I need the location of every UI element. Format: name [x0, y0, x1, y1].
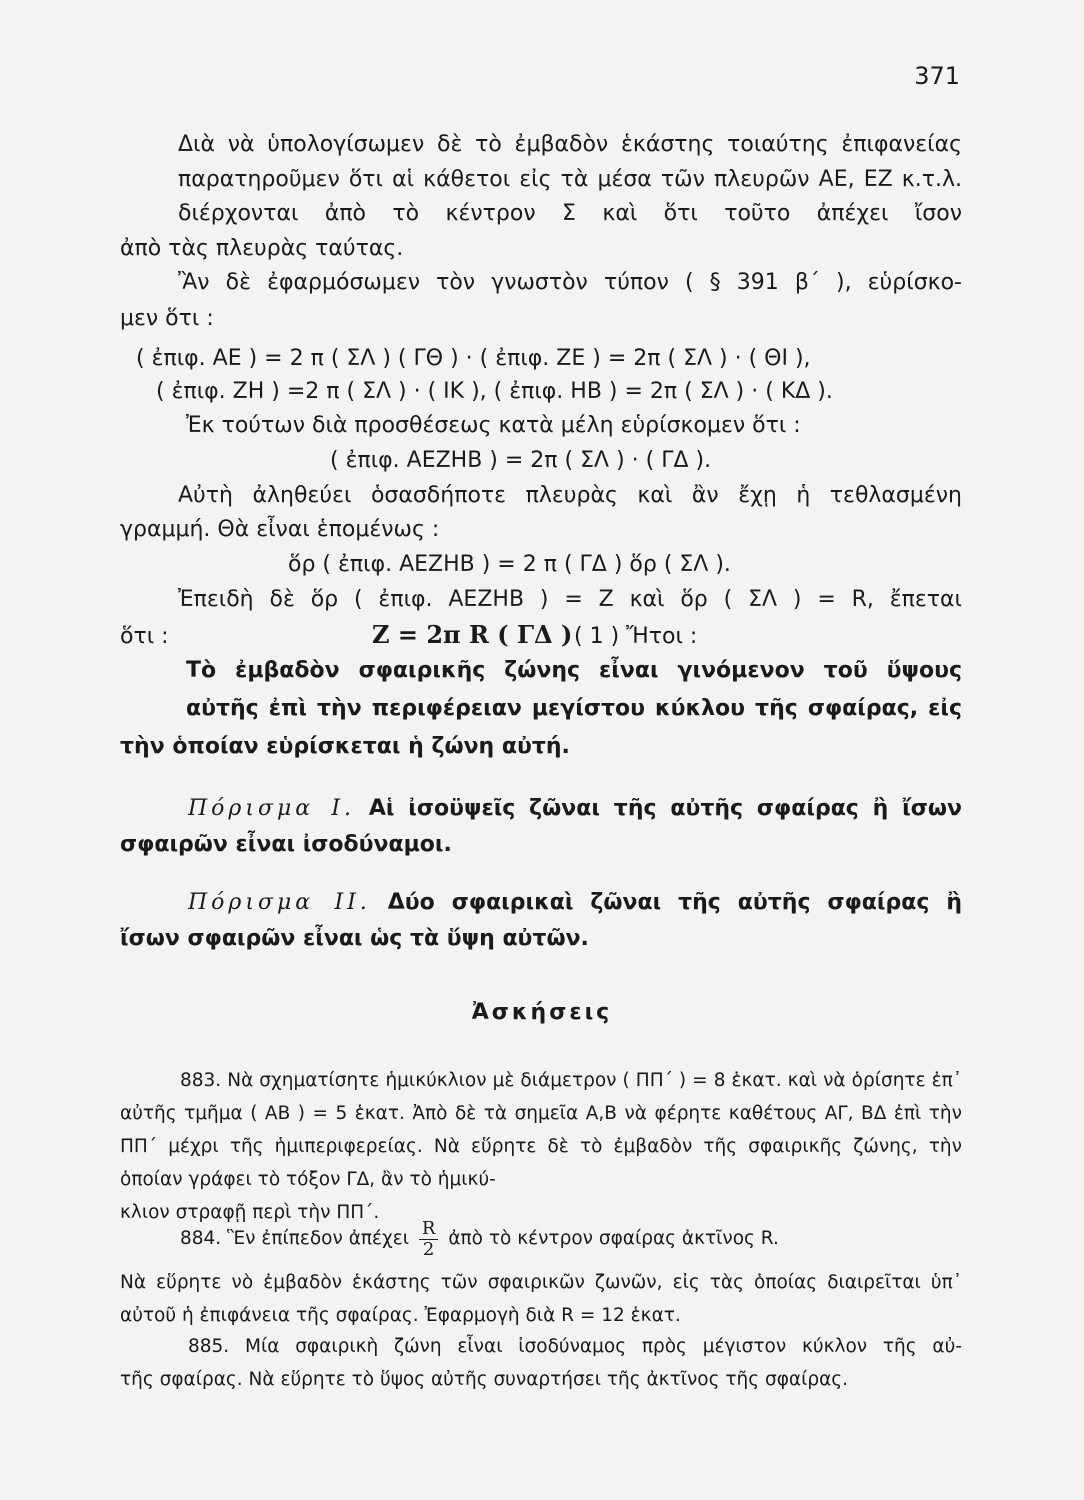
exercise-884-continuation: Νὰ εὕρητε νὸ ἐμβαδὸν ἑκάστης τῶν σφαιρικῶν ζωνῶν, εἰς τὰς ὁποίας διαιρεῖται ὑπ᾿ αὐτοῦ ἡ ἐπιφάνεια τῆς σφαίρας. Ἐφαρμογὴ διὰ R = 12 ἑκατ. [120, 1272, 962, 1326]
theorem-statement: Τὸ ἐμβαδὸν σφαιρικῆς ζώνης εἶναι γινόμενον τοῦ ὕψους αὐτῆς ἐπὶ τὴν περιφέρειαν μεγίστου κύκλου τῆς σφαίρας, εἰς [186, 658, 962, 721]
corollary-1-end: σφαιρῶν εἶναι ἰσοδύναμοι. [120, 832, 452, 857]
exercise-884-statement [180, 1212, 962, 1266]
exercises-heading: Ἀσκήσεις [471, 1000, 613, 1025]
corollary-2-label: Πόρισμα ΙΙ. [188, 890, 371, 915]
corollary-2-end: ἴσων σφαιρῶν εἶναι ὡς τὰ ὕψη αὐτῶν. [120, 926, 589, 951]
formula-number: ( 1 ) Ἤτοι : [574, 624, 698, 649]
equation-sum: ( ἐπιφ. ΑΕΖΗΒ ) = 2π ( ΣΛ ) · ( ΓΔ ). [330, 448, 712, 473]
theorem-statement-end: τὴν ὁποίαν εὑρίσκεται ἡ ζώνη αὐτή. [120, 734, 570, 759]
corollary-1-text: Αἱ ἰσοϋψεῖς ζῶναι τῆς αὐτῆς σφαίρας ἢ ἴσων [368, 796, 962, 821]
page-number: 371 [914, 62, 960, 90]
fraction-numerator: R [419, 1219, 439, 1240]
fraction-denominator: 2 [422, 1238, 435, 1260]
equation-limit: ὅρ ( ἐπιφ. ΑΕΖΗΒ ) = 2 π ( ΓΔ ) ὅρ ( ΣΛ ). [288, 552, 731, 577]
corollary-2-text: Δύο σφαιρικαὶ ζῶναι τῆς αὐτῆς σφαίρας ἢ [387, 890, 962, 915]
exercise-885: 885. Μία σφαιρικὴ ζώνη εἶναι ἰσοδύναμος πρὸς μέγιστον κύκλον τῆς αὐ- [188, 1336, 962, 1357]
corollary-2 [120, 884, 962, 922]
paragraph-area-intro-end: ἀπὸ τὰς πλευρὰς ταύτας. [120, 236, 404, 261]
corollary-1-label: Πόρισμα Ι. [188, 796, 356, 821]
equation-zones-2: ( ἐπιφ. ΖΗ ) =2 π ( ΣΛ ) · ( ΙΚ ), ( ἐπιφ. ΗΒ ) = 2π ( ΣΛ ) · ( ΚΔ ). [156, 379, 833, 404]
exercise-884-start: 884. Ἓν ἐπίπεδον ἀπέχει [180, 1228, 409, 1249]
paragraph-polygonal-line: Αὐτὴ ἀληθεύει ὁσασδήποτε πλευρὰς καὶ ἂν ἔχῃ ἡ τεθλασμένη [178, 483, 962, 508]
exercise-885-end: τῆς σφαίρας. Νὰ εὕρητε τὸ ὕψος αὐτῆς συναρτήσει τῆς ἀκτῖνος τῆς σφαίρας. [120, 1369, 849, 1390]
paragraph-polygonal-line-end: γραμμή. Θὰ εἶναι ἑπομένως : [120, 517, 440, 542]
exercise-883: 883. Νὰ σχηματίσητε ἡμικύκλιον μὲ διάμετρον ( ΠΠ΄ ) = 8 ἑκατ. καὶ νὰ ὁρίσητε ἐπ᾿ αὐτῆς τμῆμα ( ΑΒ ) = 5 ἑκατ. Ἀπὸ δὲ τὰ σημεῖα Α,Β νὰ φέρητε καθέτους ΑΓ, ΒΔ ἐπὶ τὴν ΠΠ΄ μέχρι τῆς ἡμιπεριφερείας. Νὰ εὕρητε δὲ τὸ ἐμβαδὸν τῆς σφαιρικῆς ζώνης, τὴν ὁποίαν γράφει τὸ τόξον ΓΔ, ἂν τὸ ἡμικύ- [120, 1070, 962, 1190]
paragraph-area-intro: Διὰ νὰ ὑπολογίσωμεν δὲ τὸ ἐμβαδὸν ἑκάστης τοιαύτης ἐπιφανείας παρατηροῦμεν ὅτι αἱ κάθετοι εἰς τὰ μέσα τῶν πλευρῶν ΑΕ, ΕΖ κ.τ.λ. διέρχονται ἀπὸ τὸ κέντρον Σ καὶ ὅτι τοῦτο ἀπέχει ἴσον [178, 132, 962, 226]
paragraph-formula-application-end: μεν ὅτι : [120, 306, 214, 331]
paragraph-since: Ἐπειδὴ δὲ ὅρ ( ἐπιφ. ΑΕΖΗΒ ) = Ζ καὶ ὅρ ( ΣΛ ) = R, ἔπεται [178, 587, 962, 612]
main-formula: Ζ = 2π R ( ΓΔ ) [372, 620, 573, 649]
exercise-883-end: κλιον στραφῇ περὶ τὴν ΠΠ΄. [120, 1202, 380, 1223]
corollary-1 [120, 790, 962, 828]
paragraph-formula-application: Ἂν δὲ ἐφαρμόσωμεν τὸν γνωστὸν τύπον ( § 391 β΄ ), εὑρίσκο- [178, 270, 962, 295]
text-hoti: ὅτι : [120, 624, 169, 649]
paragraph-summation: Ἐκ τούτων διὰ προσθέσεως κατὰ μέλη εὑρίσκομεν ὅτι : [186, 413, 801, 438]
exercise-884-end: ἀπὸ τὸ κέντρον σφαίρας ἀκτῖνος R. [448, 1228, 779, 1249]
fraction-r-over-2 [419, 1219, 439, 1260]
equation-zones-1: ( ἐπιφ. ΑΕ ) = 2 π ( ΣΛ ) ( ΓΘ ) · ( ἐπιφ. ΖΕ ) = 2π ( ΣΛ ) · ( ΘΙ ), [136, 346, 811, 371]
